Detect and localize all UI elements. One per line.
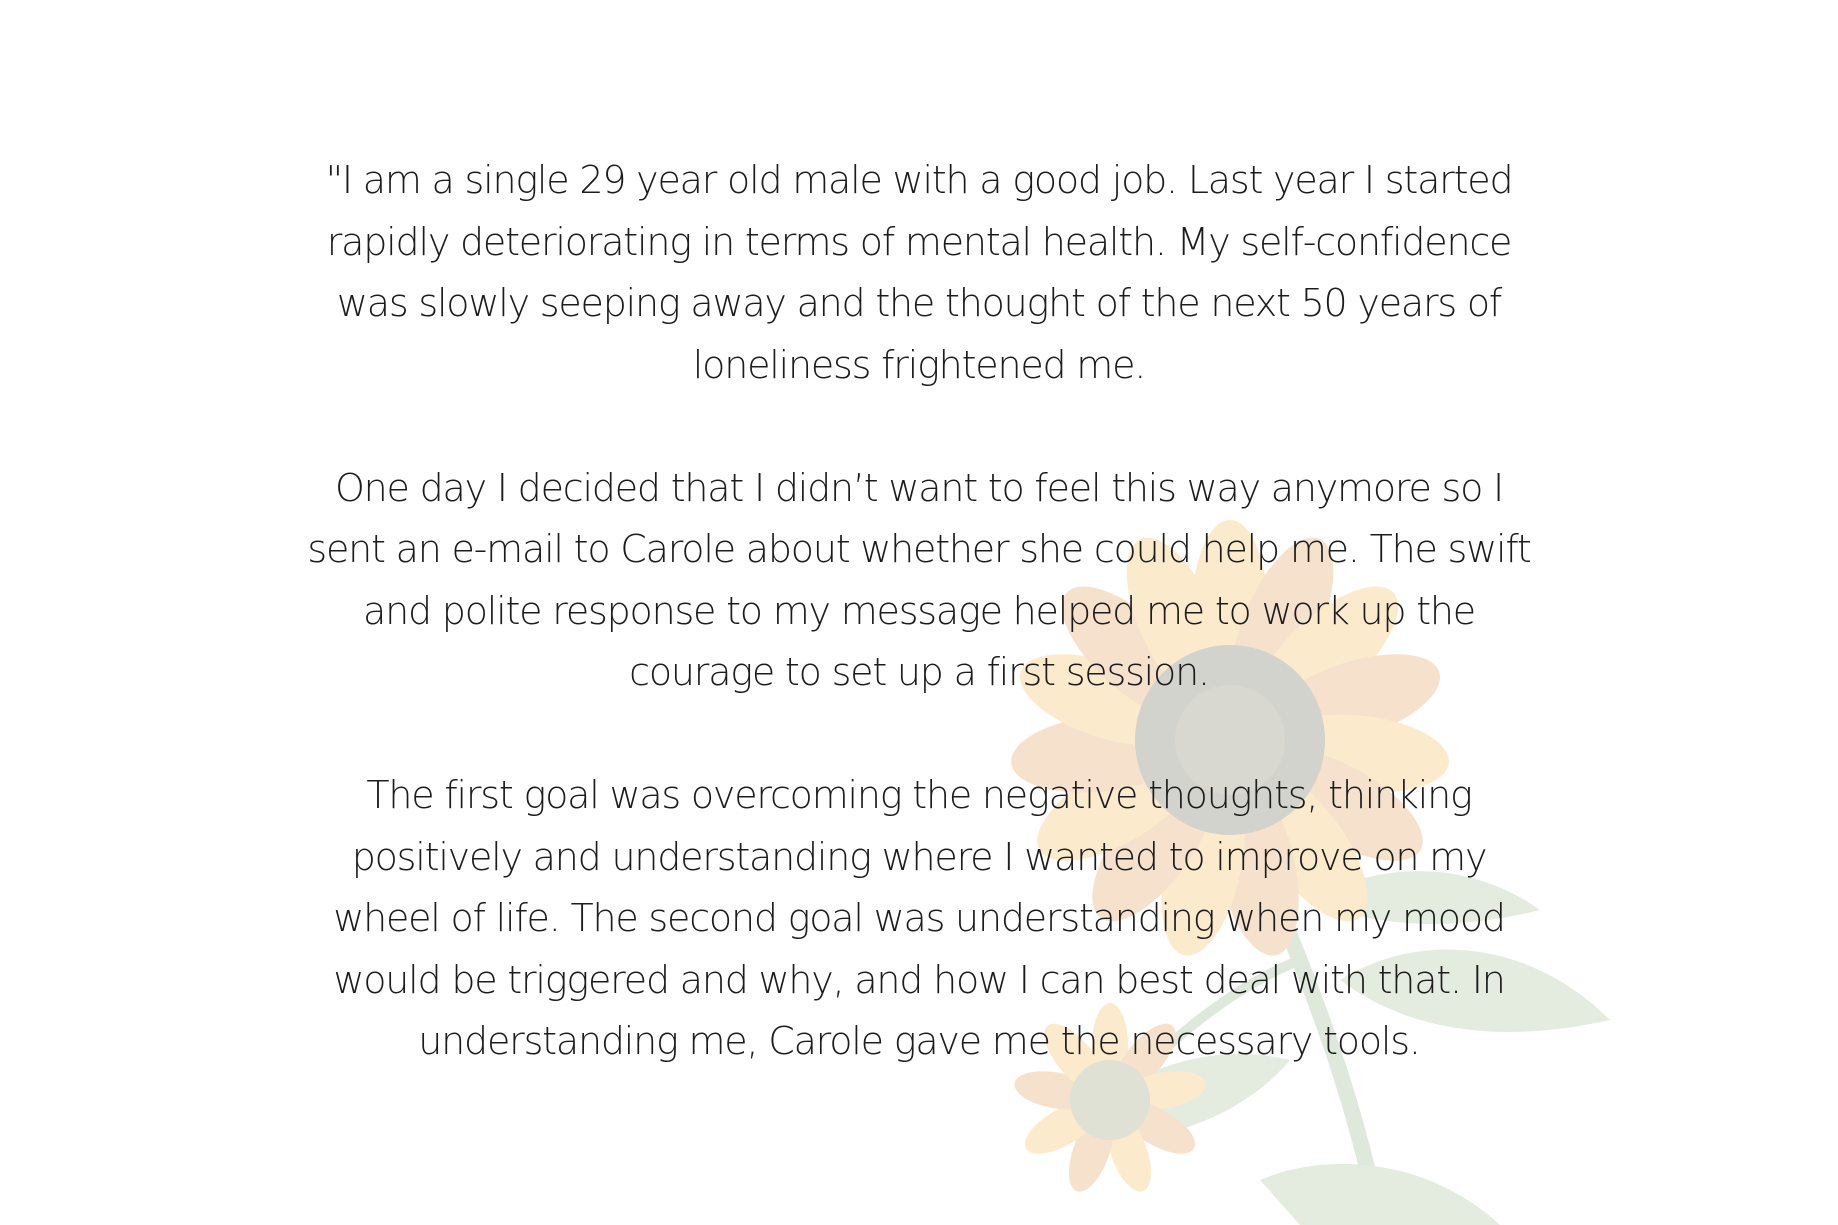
testimonial-paragraph-2: One day I decided that I didn’t want to feel this way anymore so I sent an e-mail to Carole about whether she could help me. The swift and polite response to my message helped me to work up the courage to set up a first session. <box>307 465 1531 694</box>
sunflower-leaf <box>1260 1164 1500 1225</box>
testimonial-text <box>300 150 1538 1073</box>
testimonial-paragraph-1: "I am a single 29 year old male with a good job. Last year I started rapidly deteriorating in terms of mental health. My self-confidence was slowly seeping away and the thought of the next 50 years of loneliness frightened me. <box>325 158 1513 387</box>
testimonial-paragraph-3: The first goal was overcoming the negative thoughts, thinking positively and understanding where I wanted to improve on my wheel of life. The second goal was understanding when my mood would be triggered and why, and how I can best deal with that. In understanding me, Carole gave me the necessary tools. <box>333 773 1505 1063</box>
